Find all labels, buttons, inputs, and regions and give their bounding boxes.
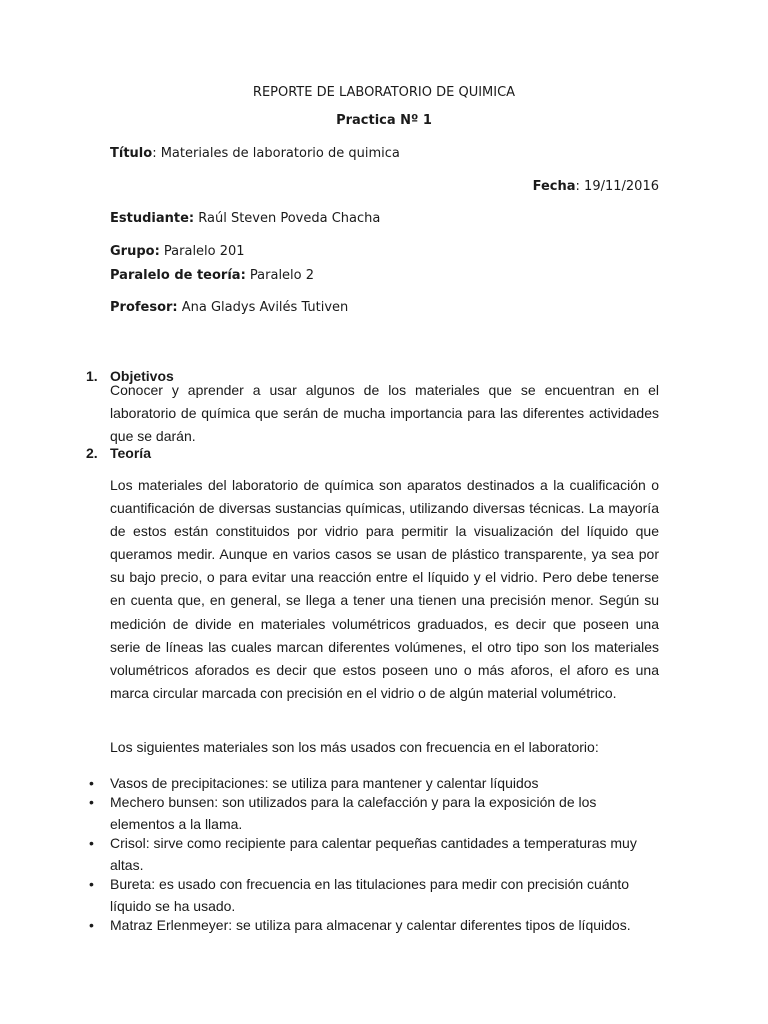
section-2-paragraph: Los materiales del laboratorio de química son aparatos destinados a la cualificación o cuantificación de diversas sustancias químicas, utilizando diversas técnicas. La mayoría de estos están constituidos por vidrio para permitir la visualización del líquido que queramos medir. Aunque en varios casos se usan de plástico transparente, ya sea por su bajo precio, o para evitar una reacción entre el líquido y el vidrio. Pero debe tenerse en cuenta que, en general, se llega a tener una tienen una precisión menor. Según su medición de divide en materiales volumétricos graduados, es decir que poseen una serie de líneas las cuales marcan diferentes volúmenes, el otro tipo son los materiales volumétricos aforados es decir que estos poseen uno o más aforos, el aforo es una marca circular marcada con precisión en el vidrio o de algún material volumétrico. xyxy=(110,477,659,701)
bullet-icon: • xyxy=(89,875,94,892)
student-label: Estudiante: xyxy=(110,211,195,226)
date-label: Fecha xyxy=(532,179,576,194)
list-item: • Vasos de precipitaciones: se utiliza para mantener y calentar líquidos xyxy=(86,772,660,795)
materials-list xyxy=(86,772,660,932)
date-field xyxy=(533,179,659,194)
bullet-icon: • xyxy=(89,775,94,791)
group-value: Paralelo 201 xyxy=(159,244,245,259)
group-field xyxy=(110,244,245,259)
list-item: • Matraz Erlenmeyer: se utiliza para almacenar y calentar diferentes tipos de líquidos. xyxy=(86,914,660,937)
theory-group-value: Paralelo 2 xyxy=(245,268,315,283)
section-1-number: 1. xyxy=(86,368,98,384)
list-item: • Mechero bunsen: son utilizados para la calefacción y para la exposición de los elementos a la llama. xyxy=(86,791,660,836)
bullet-icon: • xyxy=(89,793,94,810)
list-item: • Bureta: es usado con frecuencia en las titulaciones para medir con precisión cuánto líquido se ha usado. xyxy=(86,873,660,918)
bullet-icon: • xyxy=(89,834,94,851)
section-1-heading: Objetivos xyxy=(110,368,174,384)
section-1-paragraph: Conocer y aprender a usar algunos de los materiales que se encuentran en el laboratorio de química que serán de mucha importancia para las diferentes actividades que se darán. xyxy=(110,382,659,445)
section-2-intro: Los siguientes materiales son los más usados con frecuencia en el laboratorio: xyxy=(110,739,599,755)
student-value: Raúl Steven Poveda Chacha xyxy=(194,211,381,226)
bullet-icon: • xyxy=(89,916,94,933)
title-value: : Materiales de laboratorio de quimica xyxy=(152,146,400,161)
title-field xyxy=(110,146,400,161)
title-label: Título xyxy=(110,146,153,161)
report-title: REPORTE DE LABORATORIO DE QUIMICA xyxy=(252,85,516,100)
theory-group-label: Paralelo de teoría: xyxy=(110,268,246,283)
professor-field xyxy=(110,300,348,315)
professor-value: Ana Gladys Avilés Tutiven xyxy=(177,300,349,315)
practice-number: Practica Nº 1 xyxy=(336,113,432,128)
professor-label: Profesor: xyxy=(110,300,178,315)
group-label: Grupo: xyxy=(110,244,160,259)
date-value: : 19/11/2016 xyxy=(575,179,659,194)
student-field xyxy=(110,211,380,226)
theory-group-field xyxy=(110,268,314,283)
section-2-heading: Teoría xyxy=(110,445,151,461)
list-item: • Crisol: sirve como recipiente para calentar pequeñas cantidades a temperaturas muy altas. xyxy=(86,832,660,877)
section-2-number: 2. xyxy=(86,445,98,461)
